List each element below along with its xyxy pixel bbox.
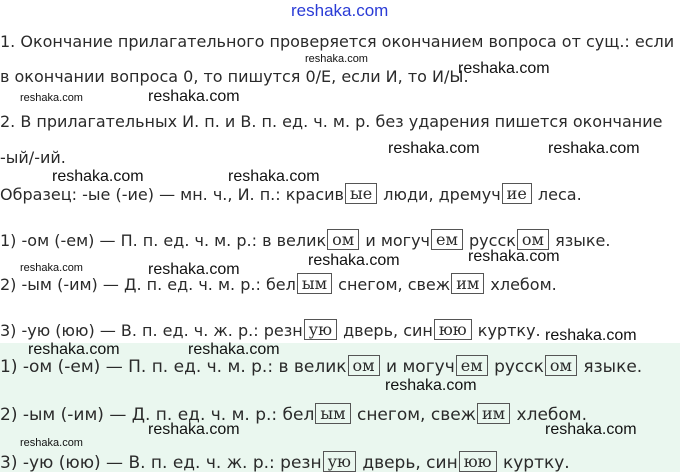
example-text: снегом, свеж [338, 275, 451, 294]
example-text: хлебом. [516, 405, 588, 425]
watermark: reshaka.com [20, 437, 83, 449]
ending-box: юю [434, 319, 472, 340]
watermark: reshaka.com [388, 140, 480, 157]
ending-box: ие [502, 183, 532, 204]
site-link[interactable]: reshaka.com [291, 1, 389, 20]
example-text: дверь, син [362, 453, 458, 473]
example-text: 2) -ым (-им) — Д. п. ед. ч. м. р.: бел [0, 275, 296, 294]
watermark: reshaka.com [545, 327, 637, 344]
watermark: reshaka.com [148, 88, 240, 105]
watermark: reshaka.com [188, 341, 280, 358]
watermark: reshaka.com [228, 168, 320, 185]
example-text: дверь, син [343, 321, 433, 340]
example-2 [0, 273, 557, 295]
ending-box: ую [323, 451, 356, 472]
ending-box: ом [348, 355, 380, 376]
example-text: куртку. [502, 453, 570, 473]
example-text: русск [494, 357, 544, 377]
sample-text: леса. [537, 185, 582, 204]
ending-box: юю [459, 451, 497, 472]
watermark: reshaka.com [548, 140, 640, 157]
ending-box: ом [517, 229, 549, 250]
rule-2-line-2: -ый/-ий. [0, 148, 66, 167]
sample-line [0, 183, 582, 205]
example-2-highlighted [0, 403, 587, 425]
example-text: куртку. [477, 321, 541, 340]
watermark: reshaka.com [148, 421, 240, 438]
ending-box: ом [545, 355, 577, 376]
example-3-highlighted [0, 451, 570, 473]
example-text: снегом, свеж [356, 405, 476, 425]
example-text: русск [469, 231, 516, 250]
ending-box: ом [327, 229, 359, 250]
ending-box: ым [297, 273, 332, 294]
ending-box: ем [456, 355, 488, 376]
example-text: хлебом. [490, 275, 557, 294]
watermark: reshaka.com [305, 53, 368, 65]
rule-1-line-2: в окончании вопроса 0, то пишутся 0/Е, если И, то И/Ы. [0, 67, 469, 86]
example-text: 1) -ом (-ем) — П. п. ед. ч. м. р.: в велик [0, 357, 347, 377]
rule-2-line-1: 2. В прилагательных И. п. и В. п. ед. ч. м. р. без ударения пишется окончание [0, 112, 663, 131]
example-3 [0, 319, 541, 341]
watermark: reshaka.com [458, 60, 550, 77]
sample-text: Образец: -ые (-ие) — мн. ч., И. п.: красив [0, 185, 344, 204]
example-text: 1) -ом (-ем) — П. п. ед. ч. м. р.: в велик [0, 231, 327, 250]
ending-box: им [451, 273, 484, 294]
watermark: reshaka.com [308, 252, 400, 269]
example-text: 2) -ым (-им) — Д. п. ед. ч. м. р.: бел [0, 405, 315, 425]
ending-box: ым [315, 403, 350, 424]
sample-text: люди, дремуч [383, 185, 501, 204]
watermark: reshaka.com [385, 377, 477, 394]
watermark: reshaka.com [468, 248, 560, 265]
example-text: языке. [583, 357, 643, 377]
ending-box: ые [345, 183, 377, 204]
example-text: и могуч [386, 357, 455, 377]
watermark: reshaka.com [20, 262, 83, 274]
watermark: reshaka.com [148, 261, 240, 278]
watermark: reshaka.com [28, 341, 120, 358]
ending-box: им [477, 403, 510, 424]
watermark: reshaka.com [545, 421, 637, 438]
example-text: языке. [555, 231, 611, 250]
ending-box: ем [431, 229, 463, 250]
example-text: и могуч [365, 231, 430, 250]
watermark: reshaka.com [20, 92, 83, 104]
example-text: 3) -ую (юю) — В. п. ед. ч. ж. р.: резн [0, 453, 322, 473]
example-text: 3) -ую (юю) — В. п. ед. ч. ж. р.: резн [0, 321, 303, 340]
ending-box: ую [304, 319, 337, 340]
watermark: reshaka.com [52, 168, 144, 185]
rule-1-line-1: 1. Окончание прилагательного проверяется окончанием вопроса от сущ.: если [0, 32, 675, 51]
